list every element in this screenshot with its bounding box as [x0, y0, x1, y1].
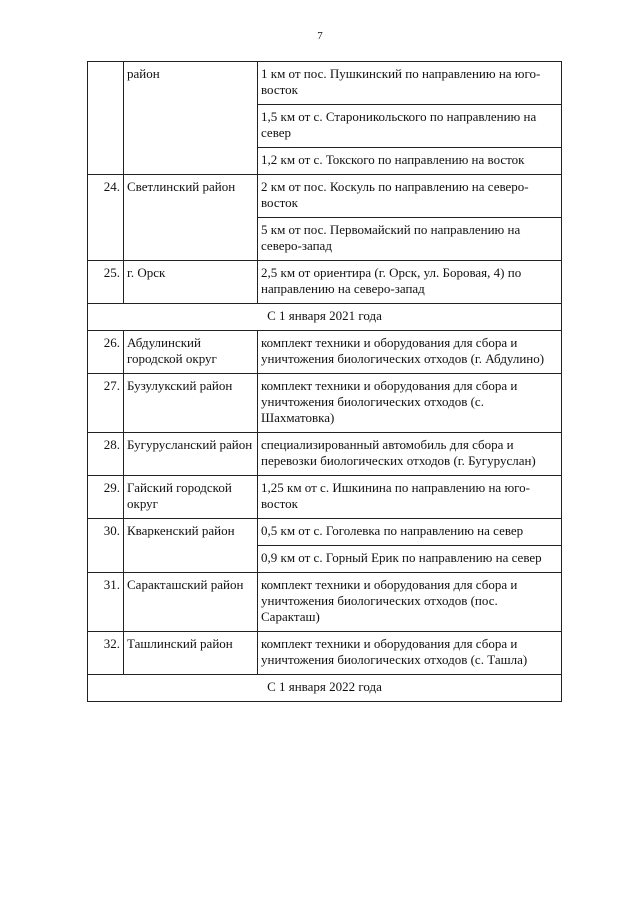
district-name: Бугурусланский район — [124, 433, 258, 476]
row-number: 30. — [88, 519, 124, 573]
section-header-row — [88, 675, 562, 702]
page-number: 7 — [317, 30, 323, 42]
site-location: комплект техники и оборудования для сбора и уничтожения биологических отходов (с. Ташла) — [258, 632, 562, 675]
site-location: 1,25 км от с. Ишкинина по направлению на юго-восток — [258, 476, 562, 519]
row-number: 27. — [88, 374, 124, 433]
district-name: Кваркенский район — [124, 519, 258, 573]
district-name: г. Орск — [124, 261, 258, 304]
table-row — [88, 261, 562, 304]
table-row — [88, 374, 562, 433]
site-location: 0,9 км от с. Горный Ерик по направлению на север — [258, 546, 562, 573]
table-row — [88, 519, 562, 546]
row-number: 28. — [88, 433, 124, 476]
site-location: комплект техники и оборудования для сбора и уничтожения биологических отходов (с. Шахматовка) — [258, 374, 562, 433]
table-row — [88, 331, 562, 374]
row-number: 32. — [88, 632, 124, 675]
table-row — [88, 476, 562, 519]
site-location: 2,5 км от ориентира (г. Орск, ул. Боровая, 4) по направлению на северо-запад — [258, 261, 562, 304]
site-location: 0,5 км от с. Гоголевка по направлению на север — [258, 519, 562, 546]
district-name: район — [124, 62, 258, 175]
district-name: Гайский городской округ — [124, 476, 258, 519]
district-name: Бузулукский район — [124, 374, 258, 433]
table-row — [88, 175, 562, 218]
table-row — [88, 573, 562, 632]
site-location: комплект техники и оборудования для сбора и уничтожения биологических отходов (пос. Саракташ) — [258, 573, 562, 632]
row-number: 29. — [88, 476, 124, 519]
row-number: 26. — [88, 331, 124, 374]
district-name: Саракташский район — [124, 573, 258, 632]
site-location: 2 км от пос. Коскуль по направлению на северо-восток — [258, 175, 562, 218]
site-location: 1 км от пос. Пушкинский по направлению на юго-восток — [258, 62, 562, 105]
row-number: 25. — [88, 261, 124, 304]
district-name: Ташлинский район — [124, 632, 258, 675]
table-row — [88, 433, 562, 476]
site-location: 1,2 км от с. Токского по направлению на восток — [258, 148, 562, 175]
site-location: 5 км от пос. Первомайский по направлению на северо-запад — [258, 218, 562, 261]
row-number — [88, 62, 124, 175]
section-heading-2022: С 1 января 2022 года — [88, 675, 562, 702]
section-heading-2021: С 1 января 2021 года — [88, 304, 562, 331]
site-location: комплект техники и оборудования для сбора и уничтожения биологических отходов (г. Абдулино) — [258, 331, 562, 374]
row-number: 31. — [88, 573, 124, 632]
row-number: 24. — [88, 175, 124, 261]
table-row — [88, 632, 562, 675]
district-name: Светлинский район — [124, 175, 258, 261]
site-location: 1,5 км от с. Староникольского по направлению на север — [258, 105, 562, 148]
site-location: специализированный автомобиль для сбора и перевозки биологических отходов (г. Бугуруслан) — [258, 433, 562, 476]
section-header-row — [88, 304, 562, 331]
disposal-sites-table — [87, 61, 562, 702]
table-row — [88, 62, 562, 105]
district-name: Абдулинский городской округ — [124, 331, 258, 374]
